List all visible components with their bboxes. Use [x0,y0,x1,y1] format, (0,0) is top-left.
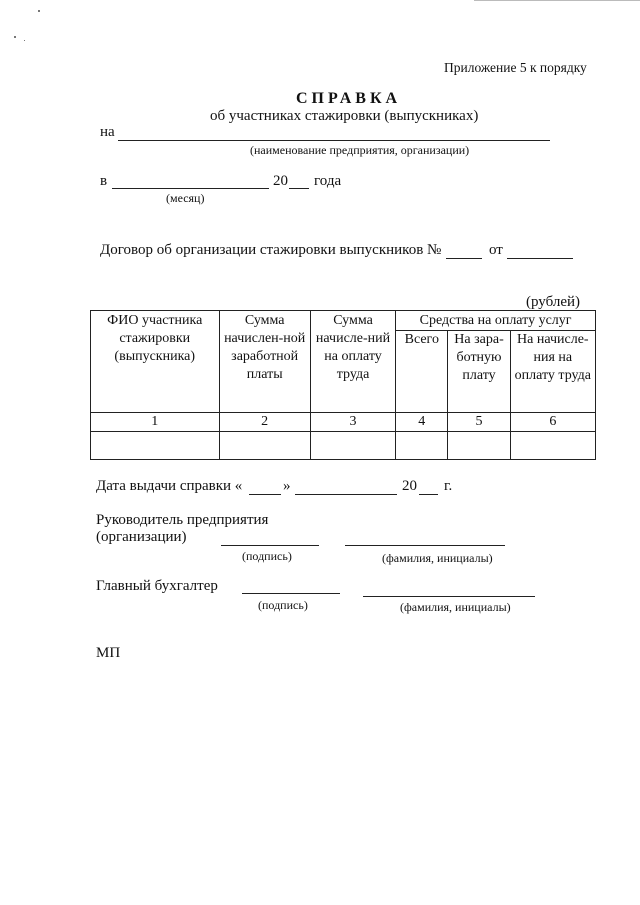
on-prefix: на [100,124,115,140]
column-number: 4 [396,413,448,432]
data-table [90,310,596,460]
month-line[interactable] [112,188,269,189]
header-labor: Сумма начисле-ний на оплату труда [310,311,395,413]
header-fio: ФИО участника стажировки (выпускника) [91,311,220,413]
issue-year-line[interactable] [419,494,438,495]
accountant-signature-line[interactable] [242,593,340,594]
stamp-placeholder: МП [96,645,121,661]
entry-total-cell[interactable] [396,432,448,460]
contract-label: Договор об организации стажировки выпускников № [100,242,442,258]
document-title: СПРАВКА [296,90,402,107]
issue-day-line[interactable] [249,494,281,495]
contract-number-line[interactable] [446,258,482,259]
issue-year-suffix: г. [444,478,453,494]
entry-labor-cell[interactable] [310,432,395,460]
appendix-note: Приложение 5 к порядку [444,60,587,75]
issue-month-line[interactable] [295,494,397,495]
column-number: 2 [219,413,310,432]
organization-line[interactable] [118,140,550,141]
entry-wages-cell[interactable] [448,432,510,460]
document-subtitle: об участниках стажировки (выпускниках) [210,108,479,124]
accountant-name-line[interactable] [363,596,535,597]
scan-speck [14,36,16,38]
year-suffix: года [314,173,342,189]
director-label-org: (организации) [96,529,187,545]
contract-from-label: от [489,242,503,258]
year-prefix: 20 [273,173,288,189]
contract-date-line[interactable] [507,258,573,259]
month-caption: (месяц) [166,191,205,205]
entry-fio-cell[interactable] [91,432,220,460]
currency-unit: (рублей) [526,294,581,310]
director-signature-line[interactable] [221,545,319,546]
director-label: Руководитель предприятия [96,512,269,528]
column-number: 1 [91,413,220,432]
header-charges: На начисле-ния на оплату труда [510,331,595,413]
entry-salary-cell[interactable] [219,432,310,460]
organization-caption: (наименование предприятия, организации) [250,143,470,157]
director-name-caption: (фамилия, инициалы) [382,551,493,565]
in-prefix: в [100,173,108,189]
year-line[interactable] [289,188,309,189]
header-services: Средства на оплату услуг [396,311,596,331]
column-number: 6 [510,413,595,432]
scan-speck [474,0,640,1]
accountant-name-caption: (фамилия, инициалы) [400,600,511,614]
scan-speck [24,40,25,41]
director-name-line[interactable] [345,545,505,546]
accountant-label: Главный бухгалтер [96,578,218,594]
entry-charges-cell[interactable] [510,432,595,460]
issue-year-prefix: 20 [402,478,417,494]
column-number: 5 [448,413,510,432]
scan-speck [38,10,40,12]
issue-date-label: Дата выдачи справки « [96,478,243,494]
header-salary: Сумма начислен-ной заработной платы [219,311,310,413]
header-wages: На зара-ботную плату [448,331,510,413]
accountant-signature-caption: (подпись) [258,598,308,612]
header-total: Всего [396,331,448,413]
issue-date-close: » [283,478,291,494]
director-signature-caption: (подпись) [242,549,292,563]
column-number: 3 [310,413,395,432]
